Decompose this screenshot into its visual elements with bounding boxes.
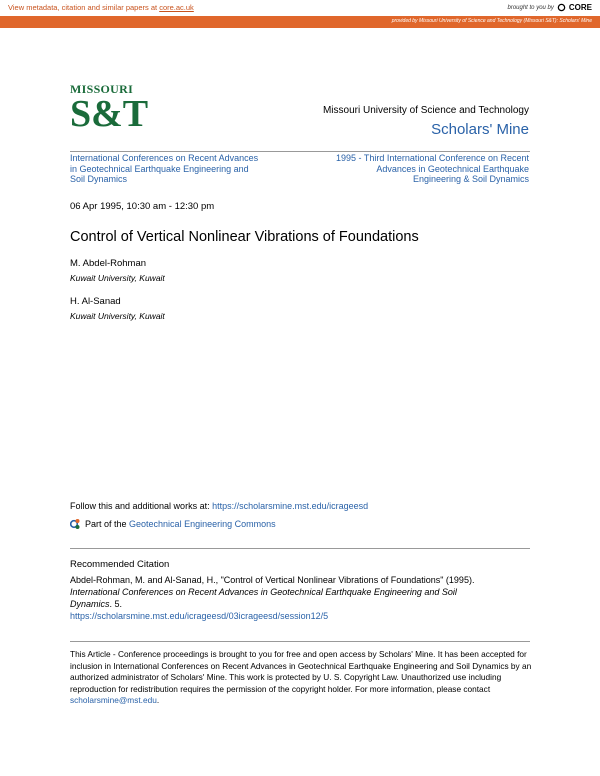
series-link-left[interactable]	[70, 153, 300, 185]
part-of-prefix: Part of the	[85, 519, 130, 529]
core-top-strip	[0, 0, 600, 16]
university-name: Missouri University of Science and Technology	[322, 105, 529, 116]
core-logo-icon	[557, 3, 566, 12]
event-date: 06 Apr 1995, 10:30 am - 12:30 pm	[70, 201, 215, 212]
citation-heading: Recommended Citation	[70, 559, 170, 570]
series-link-right[interactable]	[299, 153, 529, 185]
brought-by-text: brought to you by	[507, 4, 554, 11]
series-right-line: 1995 - Third International Conference on Recent	[336, 153, 529, 163]
core-metadata-link[interactable]	[8, 3, 194, 12]
core-logo-text: CORE	[568, 3, 592, 12]
citation-body	[70, 574, 530, 622]
core-brand[interactable]	[508, 3, 593, 12]
notice-divider	[70, 641, 530, 642]
follow-line	[70, 501, 368, 511]
author-affiliation: Kuwait University, Kuwait	[70, 311, 165, 321]
citation-divider	[70, 548, 530, 549]
header-divider	[70, 151, 530, 152]
missouri-st-logo[interactable]	[70, 82, 149, 142]
contact-email-link[interactable]: scholarsmine@mst.edu	[70, 695, 157, 705]
follow-prefix: Follow this and additional works at:	[70, 501, 213, 511]
notice-end: .	[156, 695, 160, 705]
citation-number: . 5.	[109, 599, 123, 609]
provided-by-text[interactable]: provided by Missouri University of Science and Technology (Missouri S&T): Scholars' Mine	[391, 18, 592, 24]
follow-url-link[interactable]: https://scholarsmine.mst.edu/icrageesd	[212, 501, 369, 511]
author-name: H. Al-Sanad	[70, 296, 121, 307]
series-left-line: in Geotechnical Earthquake Engineering and	[70, 163, 249, 174]
core-banner	[0, 0, 600, 28]
scholars-mine-link[interactable]: Scholars' Mine	[431, 121, 529, 138]
part-of-line	[70, 518, 276, 530]
notice-text: This Article - Conference proceedings is brought to you for free and open access by Scholars' Mine. It has been accepted for inclusion in International Conferences on Recent Advances in Geotechnical Earthquake Engineering and Soil Dynamics by an authorized administrator of Scholars' Mine. This work is protected by U. S. Copyright Law. Unauthorized use including reproduction for redistribution requires the permission of the copyright holder. For more information, please contact	[70, 649, 532, 694]
author-name: M. Abdel-Rohman	[70, 258, 147, 269]
series-left-line: Soil Dynamics	[70, 174, 128, 184]
geotechnical-commons-link[interactable]: Geotechnical Engineering Commons	[129, 519, 276, 529]
commons-network-icon	[70, 518, 81, 530]
paper-title: Control of Vertical Nonlinear Vibrations of Foundations	[70, 229, 419, 245]
access-notice	[70, 649, 532, 707]
series-left-line: International Conferences on Recent Advances	[70, 153, 259, 163]
logo-missouri-text: MISSOURI	[70, 82, 134, 96]
series-right-line: Engineering & Soil Dynamics	[412, 174, 529, 184]
citation-line: Abdel-Rohman, M. and Al-Sanad, H., "Control of Vertical Nonlinear Vibrations of Foundations" (1995).	[70, 575, 475, 585]
core-link-text[interactable]: core.ac.uk	[159, 3, 194, 12]
author-affiliation: Kuwait University, Kuwait	[70, 273, 165, 283]
core-link-prefix: View metadata, citation and similar papers at	[8, 3, 160, 12]
core-provided-strip	[0, 16, 600, 28]
citation-dynamics: Dynamics	[70, 599, 110, 609]
citation-line: International Conferences on Recent Advances in Geotechnical Earthquake Engineering and Soil	[70, 587, 457, 597]
series-right-line: Advances in Geotechnical Earthquake	[376, 163, 529, 174]
logo-st-text: S&T	[70, 93, 149, 135]
citation-url-link[interactable]: https://scholarsmine.mst.edu/icrageesd/03icrageesd/session12/5	[70, 611, 329, 621]
